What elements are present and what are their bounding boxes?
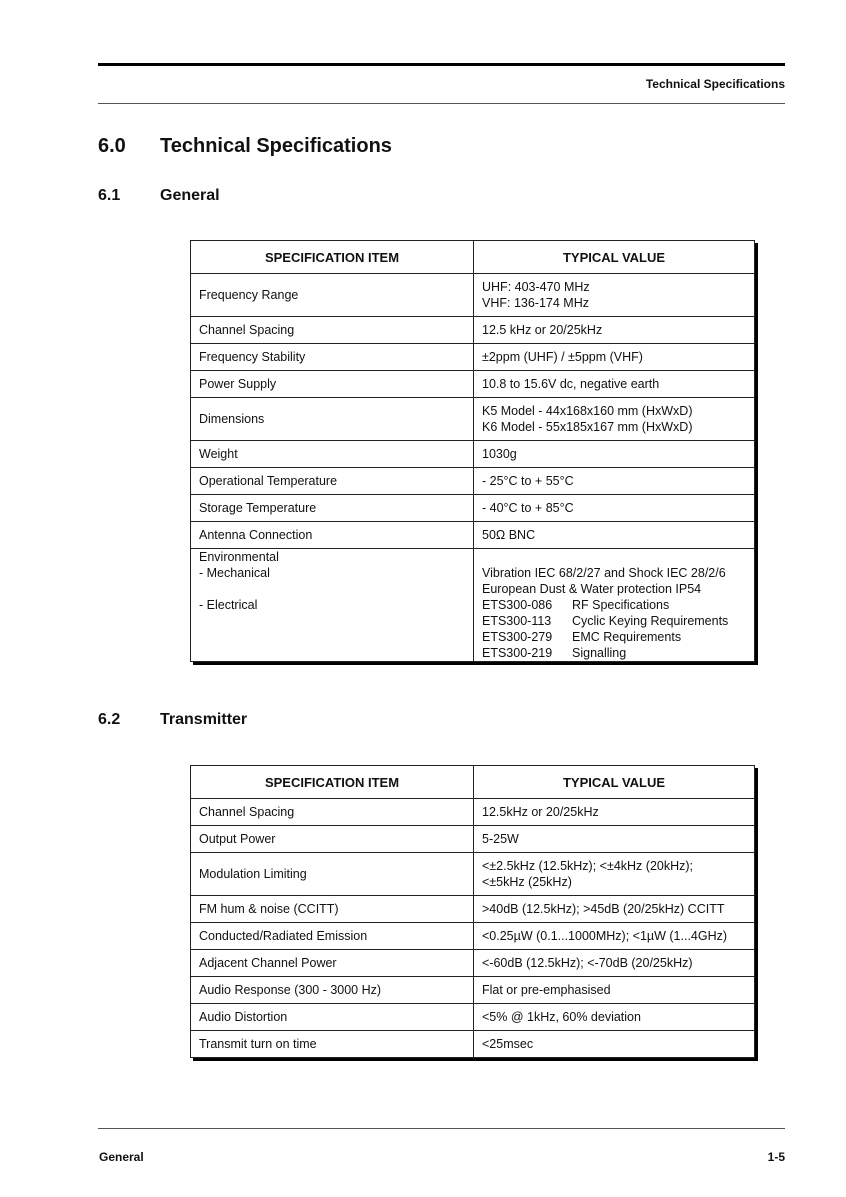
section-title: Transmitter [160,711,248,728]
spec-value-cell [474,950,755,977]
spec-value-line: ±2ppm (UHF) / ±5ppm (VHF) [482,350,643,364]
spec-item: Power Supply [191,371,474,398]
section-heading-general [98,187,220,205]
spec-subitem: - Electrical [199,598,258,612]
spec-item: Transmit turn on time [191,1031,474,1058]
spec-value-line: 12.5 kHz or 20/25kHz [482,323,603,337]
spec-value-cell [474,896,755,923]
spec-item: Modulation Limiting [191,853,474,896]
section-heading-main [98,135,392,158]
spec-value-line: 5-25W [482,832,519,846]
spec-item: Weight [191,441,474,468]
spec-value-line: >40dB (12.5kHz); >45dB (20/25kHz) CCITT [482,902,725,916]
page-number: 1-5 [767,1150,785,1164]
spec-value-cell [474,977,755,1004]
spec-value-cell [474,1031,755,1058]
spec-value-line: K6 Model - 55x185x167 mm (HxWxD) [482,420,693,434]
table-row [191,826,755,853]
table-row [191,1031,755,1058]
spec-value-cell [474,522,755,549]
spec-value-line: 12.5kHz or 20/25kHz [482,805,599,819]
spec-value-line: European Dust & Water protection IP54 [482,582,702,596]
spec-value-cell [474,826,755,853]
section-number: 6.0 [98,135,126,157]
table-row [191,344,755,371]
spec-value-cell [474,274,755,317]
standard-desc: Signalling [572,646,627,660]
section-title: General [160,187,220,204]
spec-item: Output Power [191,826,474,853]
transmitter-spec-table [190,765,755,1058]
spec-item: FM hum & noise (CCITT) [191,896,474,923]
table-row [191,468,755,495]
spec-subitem: - Mechanical [199,566,270,580]
spec-item: Antenna Connection [191,522,474,549]
spec-value-line: - 40°C to + 85°C [482,501,574,515]
spec-item: Channel Spacing [191,799,474,826]
table-row [191,495,755,522]
spec-value-cell [474,441,755,468]
footer-rule [98,1128,785,1129]
spec-value-cell [474,799,755,826]
spec-value-cell [474,923,755,950]
spec-value-cell [474,371,755,398]
table-row [191,896,755,923]
standard-code: ETS300-219 [482,646,553,660]
table-row [191,274,755,317]
spec-item: Conducted/Radiated Emission [191,923,474,950]
spec-value-line: - 25°C to + 55°C [482,474,574,488]
standard-desc: RF Specifications [572,598,670,612]
section-heading-transmitter [98,711,248,729]
section-number: 6.2 [98,711,121,728]
table-row [191,950,755,977]
table-row [191,371,755,398]
spec-item: Operational Temperature [191,468,474,495]
standard-code: ETS300-113 [482,614,552,628]
table-header-row [191,241,755,274]
spec-value-line: <5% @ 1kHz, 60% deviation [482,1010,641,1024]
spec-value-line: K5 Model - 44x168x160 mm (HxWxD) [482,404,693,418]
spec-value-line: 1030g [482,447,517,461]
column-header-value: TYPICAL VALUE [474,241,755,274]
standard-desc: EMC Requirements [572,630,682,644]
spec-value-line: Vibration IEC 68/2/27 and Shock IEC 28/2/6 [482,566,726,580]
spec-value-line: VHF: 136-174 MHz [482,296,589,310]
general-spec-table [190,240,755,662]
section-title: Technical Specifications [160,135,392,157]
table-row [191,522,755,549]
spec-value-line: Flat or pre-emphasised [482,983,611,997]
spec-value-cell [474,549,755,662]
header-rule-thin [98,103,785,104]
spec-value-cell [474,468,755,495]
spec-value-cell [474,398,755,441]
table-row [191,799,755,826]
spec-item: Environmental [199,550,279,564]
spec-item: Storage Temperature [191,495,474,522]
footer-section: General [99,1150,144,1164]
spec-value-line: <±5kHz (25kHz) [482,875,572,889]
table-row [191,853,755,896]
spec-item: Frequency Range [191,274,474,317]
spec-value-line: <±2.5kHz (12.5kHz); <±4kHz (20kHz); [482,859,694,873]
table-row [191,977,755,1004]
standard-desc: Cyclic Keying Requirements [572,614,729,628]
standard-code: ETS300-086 [482,598,553,612]
standard-line [482,629,746,645]
standard-line [482,597,746,613]
spec-value-line: UHF: 403-470 MHz [482,280,590,294]
table-row [191,923,755,950]
spec-value-cell [474,853,755,896]
spec-value-line: <0.25µW (0.1...1000MHz); <1µW (1...4GHz) [482,929,728,943]
table-row [191,441,755,468]
spec-item: Audio Distortion [191,1004,474,1031]
standard-code: ETS300-279 [482,630,553,644]
table-row [191,317,755,344]
spec-value-line: 10.8 to 15.6V dc, negative earth [482,377,660,391]
spec-value-line: <-60dB (12.5kHz); <-70dB (20/25kHz) [482,956,693,970]
spec-item: Channel Spacing [191,317,474,344]
spec-item: Adjacent Channel Power [191,950,474,977]
standard-line [482,645,746,661]
column-header-item: SPECIFICATION ITEM [191,241,474,274]
spec-item: Dimensions [191,398,474,441]
spec-item: Audio Response (300 - 3000 Hz) [191,977,474,1004]
column-header-value: TYPICAL VALUE [474,766,755,799]
running-header: Technical Specifications [645,77,785,91]
spec-item-cell [191,549,474,662]
spec-item: Frequency Stability [191,344,474,371]
spec-value-cell [474,495,755,522]
column-header-item: SPECIFICATION ITEM [191,766,474,799]
spec-value-cell [474,344,755,371]
table-header-row [191,766,755,799]
spec-value-cell [474,1004,755,1031]
spec-value-line: <25msec [482,1037,534,1051]
table-row [191,398,755,441]
header-rule-thick [98,63,785,66]
table-row [191,1004,755,1031]
spec-value-line: 50Ω BNC [482,528,536,542]
standard-line [482,613,746,629]
spec-value-cell [474,317,755,344]
table-row-environmental [191,549,755,662]
section-number: 6.1 [98,187,121,204]
